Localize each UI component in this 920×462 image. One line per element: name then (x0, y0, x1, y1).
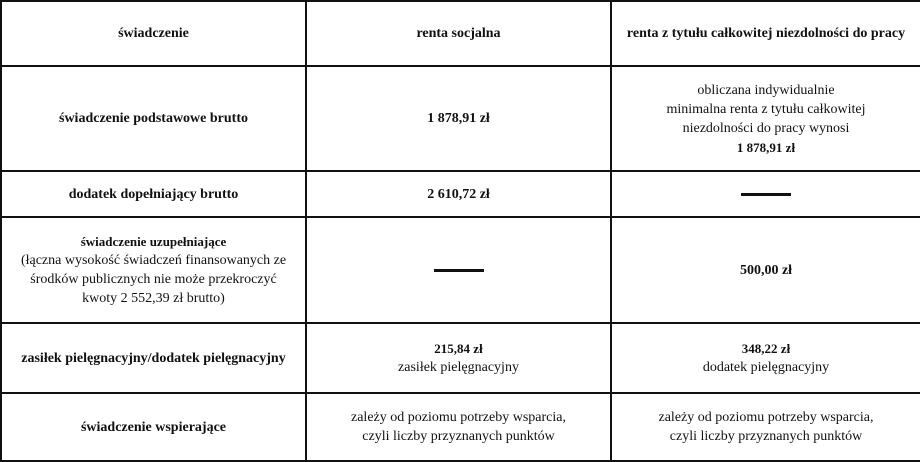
header-social-pension: renta socjalna (306, 1, 611, 66)
disability-text-line: minimalna renta z tytułu całkowitej (666, 101, 866, 117)
social-value: 215,84 zł (434, 341, 483, 356)
social-text-line: czyli liczby przyznanych punktów (362, 429, 555, 444)
disability-desc: dodatek pielęgnacyjny (702, 360, 830, 375)
row-label-cell (1, 217, 306, 323)
not-applicable-dash (434, 269, 484, 272)
disability-cell (611, 393, 920, 461)
social-cell (306, 393, 611, 461)
table-row (1, 217, 920, 323)
row-note-line: (łączna wysokość świadczeń finansowanych ze (20, 253, 287, 268)
social-text-line: zależy od poziomu potrzeby wsparcia, (351, 410, 566, 425)
table-row (1, 393, 920, 461)
row-label: świadczenie podstawowe brutto (1, 66, 306, 171)
disability-value: 500,00 zł (611, 217, 920, 323)
social-value: 2 610,72 zł (306, 171, 611, 217)
disability-cell (611, 171, 920, 217)
row-note-line: kwoty 2 552,39 zł brutto) (82, 291, 225, 306)
disability-text-line: zależy od poziomu potrzeby wsparcia, (658, 410, 874, 425)
row-label: świadczenie wspierające (1, 393, 306, 461)
not-applicable-dash (741, 193, 791, 196)
header-benefit: świadczenie (1, 1, 306, 66)
row-label: zasiłek pielęgnacyjny/dodatek pielęgnacyjny (1, 323, 306, 393)
social-cell (306, 323, 611, 393)
social-value: 1 878,91 zł (306, 66, 611, 171)
row-label: świadczenie uzupełniające (80, 234, 227, 249)
header-disability-pension: renta z tytułu całkowitej niezdolności do pracy (611, 1, 920, 66)
social-cell (306, 217, 611, 323)
row-label: dodatek dopełniający brutto (1, 171, 306, 217)
disability-cell (611, 323, 920, 393)
table-row (1, 66, 920, 171)
disability-cell (611, 66, 920, 171)
table-header-row (1, 1, 920, 66)
social-desc: zasiłek pielęgnacyjny (398, 360, 519, 375)
row-note-line: środków publicznych nie może przekroczyć (30, 272, 277, 287)
table-row (1, 171, 920, 217)
disability-value: 348,22 zł (741, 341, 791, 356)
disability-value: 1 878,91 zł (736, 139, 796, 155)
disability-text-line: czyli liczby przyznanych punktów (669, 429, 863, 444)
disability-text-line: obliczana indywidualnie (697, 82, 835, 98)
disability-text-line: niezdolności do pracy wynosi (682, 120, 850, 136)
table-row (1, 323, 920, 393)
